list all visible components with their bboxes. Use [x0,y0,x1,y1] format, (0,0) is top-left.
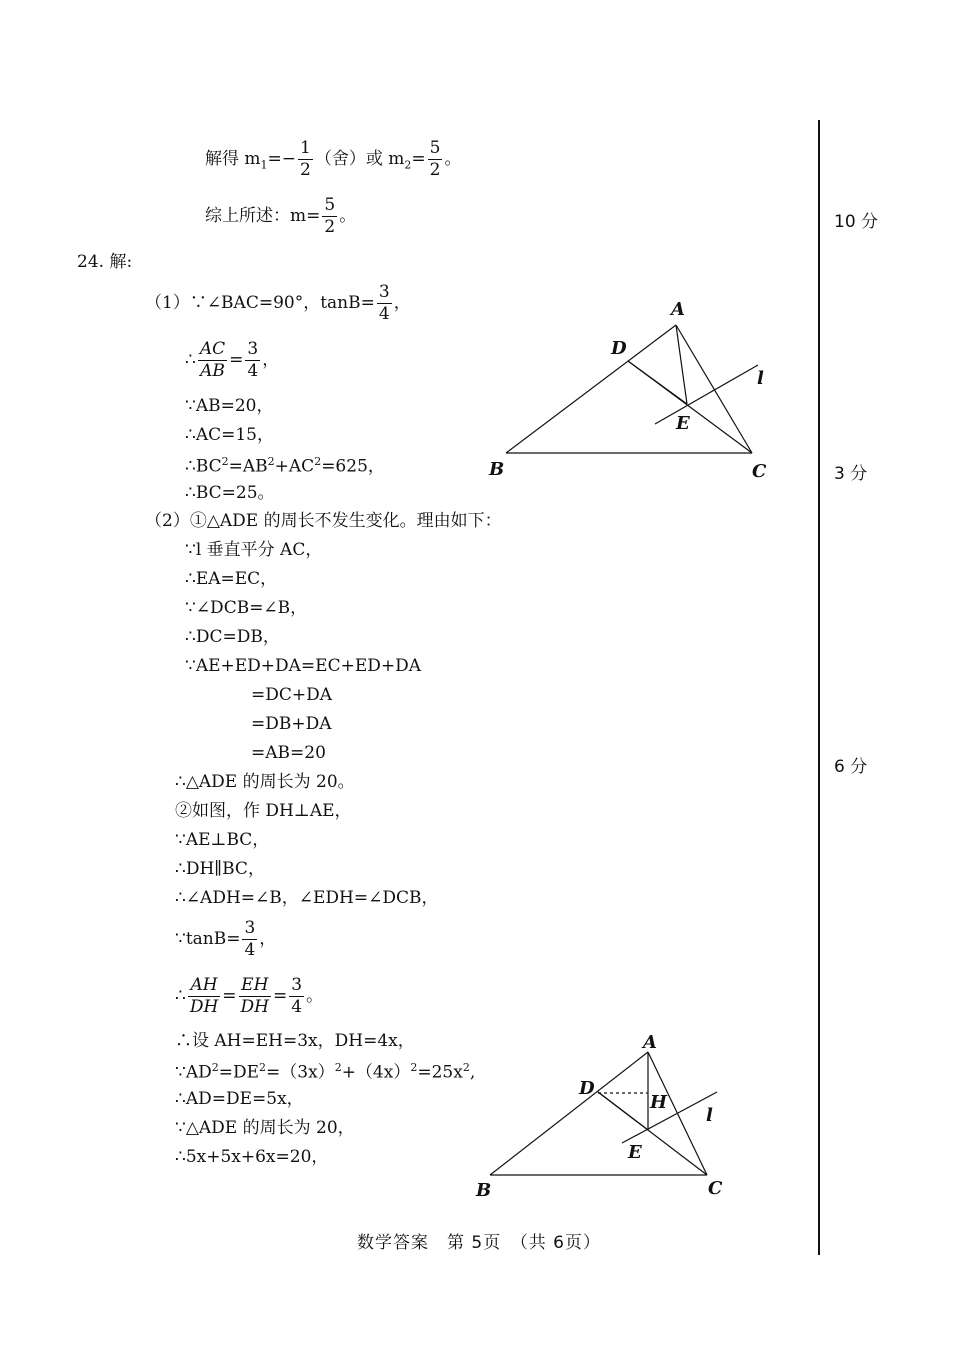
triangle-figure-1 [480,290,780,490]
question-number: 24. 解: [77,252,133,272]
text: ， [259,929,277,949]
line-label-l: l [757,368,764,389]
line-l [655,365,758,424]
fraction [322,197,337,236]
step-line: ②如图，作 DH⊥AE， [175,801,352,821]
denominator: 4 [378,304,390,324]
fraction [377,284,392,323]
segment-ba [506,325,676,453]
text: =− [267,149,297,169]
step-line: ∴∠ADH=∠B，∠EDH=∠DCB， [175,888,439,908]
text: 综上所述：m= [205,206,321,226]
step-line: ∵∠DCB=∠B， [185,598,308,618]
fraction [242,920,257,959]
score-marker: 3 分 [834,464,868,484]
line-label-l: l [706,1105,713,1126]
step-line: ∵AB=20， [185,396,274,416]
numerator: 1 [300,138,311,158]
step-line [175,1062,475,1082]
text: 。 [306,986,324,1006]
superscript: 2 [259,1061,267,1074]
denominator: 2 [324,217,336,237]
fraction [289,977,304,1016]
subscript: 1 [260,158,268,172]
fraction [245,341,260,380]
text: = [273,986,288,1006]
text: +（4x） [341,1062,411,1083]
step-line: ∴△ADE 的周长为 20。 [175,772,355,792]
step-line: ∵△ADE 的周长为 20， [175,1118,355,1138]
step-line: ∵AE⊥BC， [175,830,270,850]
solution-line-conclusion [205,197,356,236]
step-line: ∵l 垂直平分 AC， [185,540,323,560]
solution-line-m-values [205,140,461,179]
fraction [198,341,227,380]
text: , [469,1062,476,1083]
point-label-d: D [611,338,627,359]
score-marker: 6 分 [834,757,868,777]
text: （1）∵∠BAC=90°，tanB= [145,293,375,313]
numerator: 5 [324,195,336,215]
text: ∴ [175,986,186,1006]
point-label-c: C [752,461,767,482]
text: =DE [218,1062,260,1083]
superscript: 2 [211,1061,219,1074]
step-line: ∵AE+ED+DA=EC+ED+DA [185,656,422,676]
numerator: 5 [429,138,441,158]
numerator: AC [199,339,226,359]
text: 。 [339,206,357,226]
subscript: 2 [404,158,412,172]
segment-ae [676,325,687,404]
text: ， [393,293,411,313]
step-line: ∴设 AH=EH=3x，DH=4x， [175,1031,415,1051]
point-label-a: A [671,299,685,320]
point-label-e: E [676,413,690,434]
text: ， [262,350,280,370]
denominator: DH [240,997,270,1017]
point-label-a: A [643,1032,657,1053]
superscript: 2 [267,455,275,468]
numerator: 3 [244,918,256,938]
part-2-heading: （2）①△ADE 的周长不发生变化。理由如下： [145,511,502,531]
text: +AC [274,456,315,477]
denominator: 4 [291,997,303,1017]
text: = [411,149,426,169]
numerator: 3 [291,975,303,995]
point-label-b: B [476,1180,492,1201]
point-label-c: C [708,1178,723,1199]
step-line: =AB=20 [251,743,326,763]
text: = [229,350,244,370]
segment-ba [490,1052,648,1175]
fraction [428,140,443,179]
text: = [222,986,237,1006]
point-label-h: H [650,1092,668,1113]
superscript: 2 [334,1061,342,1074]
text: =AB [228,456,268,477]
denominator: DH [189,997,219,1017]
segment-de [628,361,687,404]
numerator: AH [188,977,220,997]
tan-line [175,920,276,959]
text: 。 [444,149,462,169]
fraction [239,977,271,1016]
fraction [188,977,220,1016]
line-l [622,1092,717,1143]
step-line: ∴AC=15， [185,425,274,445]
text: =（3x） [266,1062,335,1083]
numerator: 3 [247,339,259,359]
superscript: 2 [462,1061,470,1074]
step-line: ∴DH∥BC， [175,859,265,879]
margin-divider [818,120,820,1255]
text: =625， [321,456,385,477]
denominator: AB [200,361,225,381]
denominator: 2 [300,160,311,180]
step-line: ∴AD=DE=5x， [175,1089,304,1109]
step-line: =DC+DA [251,685,333,705]
denominator: 4 [244,940,256,960]
point-label-b: B [489,459,505,480]
text: ∴BC [185,456,222,477]
ratio-line [175,977,323,1016]
text: ∴ [185,350,196,370]
step-line: ∴EA=EC， [185,569,278,589]
point-label-d: D [579,1078,595,1099]
numerator: EH [239,977,271,997]
step-line: ∴BC=25。 [185,483,275,503]
point-label-e: E [628,1142,642,1163]
text: 解得 m [205,149,261,169]
step-line: =DB+DA [251,714,332,734]
superscript: 2 [221,455,229,468]
denominator: 2 [429,160,441,180]
superscript: 2 [410,1061,418,1074]
ratio-line [185,341,279,380]
step-line: ∴DC=DB， [185,627,280,647]
score-marker: 10 分 [834,212,879,232]
step-line [185,456,385,476]
text: （舍）或 m [314,149,405,169]
text: =25x [417,1062,463,1083]
fraction [298,140,313,179]
segment-de [598,1092,648,1130]
superscript: 2 [314,455,322,468]
part-1-given [145,284,411,323]
numerator: 3 [378,282,390,302]
text: ∵AD [175,1062,212,1083]
denominator: 4 [247,361,259,381]
text: ∵tanB= [175,929,241,949]
page-footer: 数学答案 第 5页 （共 6页） [357,1233,601,1253]
triangle-figure-2 [470,1028,760,1208]
step-line: ∴5x+5x+6x=20， [175,1147,329,1167]
